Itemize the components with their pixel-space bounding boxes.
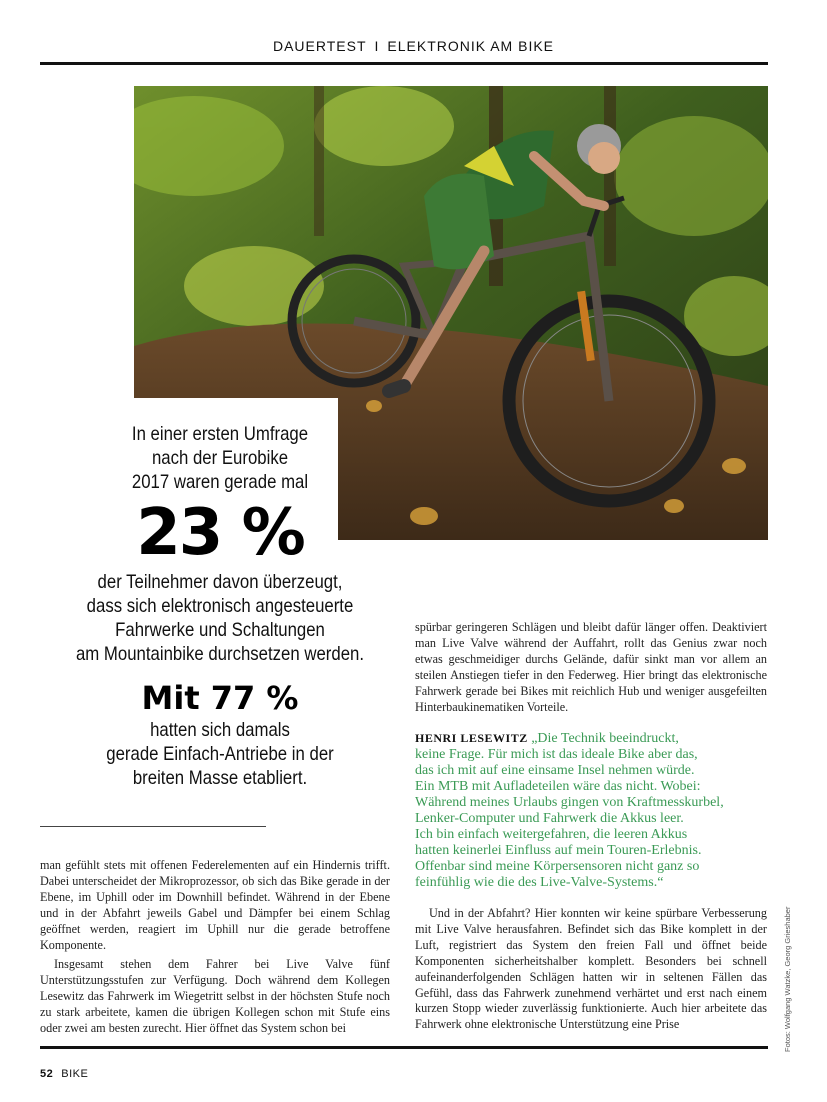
pullquote-intro-line: nach der Eurobike xyxy=(151,447,289,469)
quote-line: keine Frage. Für mich ist das ideale Bike aber das, xyxy=(415,747,698,762)
quote-line: Während meines Urlaubs gingen von Kraftmesskurbel, xyxy=(415,795,724,810)
pullquote-middle-line: dass sich elektronisch angesteuerte xyxy=(86,595,354,617)
pullquote-outro-line: hatten sich damals xyxy=(150,719,290,741)
pullquote-stat-23: 23 % xyxy=(136,496,304,570)
pullquote-stat-77: Mit 77 % xyxy=(141,679,299,717)
page-number: 52 xyxy=(40,1068,54,1080)
quote-line: Ein MTB mit Aufladeteilen wäre das nicht. Wobei: xyxy=(415,779,701,794)
photo-credit: Fotos: Wolfgang Watzke, Georg Grieshaber xyxy=(783,906,792,1052)
quote-line: Ich bin einfach weitergefahren, die leeren Akkus xyxy=(415,827,688,842)
quote-line: feinfühlig wie die des Live-Valve-Systems.“ xyxy=(415,875,664,890)
quote-line: hatten keinerlei Einfluss auf mein Touren-Erlebnis. xyxy=(415,843,702,858)
running-header xyxy=(0,38,827,54)
pullquote-middle-line: Fahrwerke und Schaltungen xyxy=(115,619,325,641)
pullquote-middle-line: am Mountainbike durchsetzen werden. xyxy=(75,643,365,665)
pullquote-outro xyxy=(40,718,400,790)
quote-line: „Die Technik beeindruckt, xyxy=(531,731,679,746)
quote-line: das ich mit auf eine einsame Insel nehmen würde. xyxy=(415,763,695,778)
pullquote-middle xyxy=(40,570,400,666)
body-paragraph: Und in der Abfahrt? Hier konnten wir keine spürbare Verbesserung mit Live Valve herausfahren. Befindet sich das Bike komplett in der Luft, registriert das System den freien Fall und öffnet beide Komponenten sicherheitshalber komplett. Besonders bei schnell aufeinanderfolgenden Schlägen hatten wir in seltenen Fällen das Gefühl, dass das Fahrwerk zunehmend verhärtet und erst nach einem kurzen Stopp wieder zuverlässig funktionierte. Auch hier arbeitete das Fahrwerk ohne elektronische Unterstützung eine Prise xyxy=(415,906,767,1032)
pullquote-outro-line: gerade Einfach-Antriebe in der xyxy=(106,743,334,765)
right-column-top xyxy=(415,620,767,715)
pullquote-intro-line: 2017 waren gerade mal xyxy=(131,471,309,493)
right-column-bottom xyxy=(415,906,767,1033)
column-divider-rule xyxy=(40,826,266,827)
pullquote-intro-line: In einer ersten Umfrage xyxy=(131,423,309,445)
header-separator: I xyxy=(374,38,380,54)
quote-line: Lenker-Computer und Fahrwerk die Akkus leer. xyxy=(415,811,684,826)
body-paragraph: man gefühlt stets mit offenen Federelementen auf ein Hindernis trifft. Dabei unterscheidet der Mikroprozessor, ob sich das Bike gerade in der Ebene, im Uphill oder im Downhill befindet. Während in der Ebene und in der Abfahrt jeweils Gabel und Dämpfer bei einem Schlag geöffnet werden, reagiert im Uphill nur die gerade betroffene Komponente. xyxy=(40,858,390,952)
body-paragraph: spürbar geringeren Schlägen und bleibt dafür länger offen. Deaktiviert man Live Valve während der Auffahrt, rollt das Genius zwar noch etwas geschmeidiger durchs Gelände, dafür sinkt man vor allem an steilen Anstiegen tiefer in den Federweg. Hier bringt das elektronische Fahrwerk gerade bei Bikes mit reichlich Hub und weniger ausgefeilten Hinterbaukinematiken Vorteile. xyxy=(415,620,767,714)
header-topic: ELEKTRONIK AM BIKE xyxy=(387,38,555,54)
pullquote-outro-line: breiten Masse etabliert. xyxy=(132,767,308,789)
page-footer xyxy=(40,1068,88,1080)
header-section: DAUERTEST xyxy=(272,38,367,54)
left-column xyxy=(40,858,390,1037)
pullquote-intro xyxy=(40,422,400,494)
magazine-name: BIKE xyxy=(61,1068,89,1080)
footer-rule xyxy=(40,1046,768,1049)
body-paragraph: Insgesamt stehen dem Fahrer bei Live Valve fünf Unterstützungsstufen zur Verfügung. Doch während dem Kollegen Lesewitz das Fahrwerk im Wiegetritt selbst in der höchsten Stufe noch zu stark arbeitete, kamen die übrigen Kollegen schon mit Stufe eins oder zwei am besten zurecht. Hier öffnet das System schon bei xyxy=(40,957,390,1036)
expert-quote xyxy=(415,730,775,891)
quote-author: HENRI LESEWITZ xyxy=(415,731,528,745)
header-rule xyxy=(40,62,768,65)
quote-line: Offenbar sind meine Körpersensoren nicht ganz so xyxy=(415,859,700,874)
pullquote-middle-line: der Teilnehmer davon überzeugt, xyxy=(97,571,343,593)
